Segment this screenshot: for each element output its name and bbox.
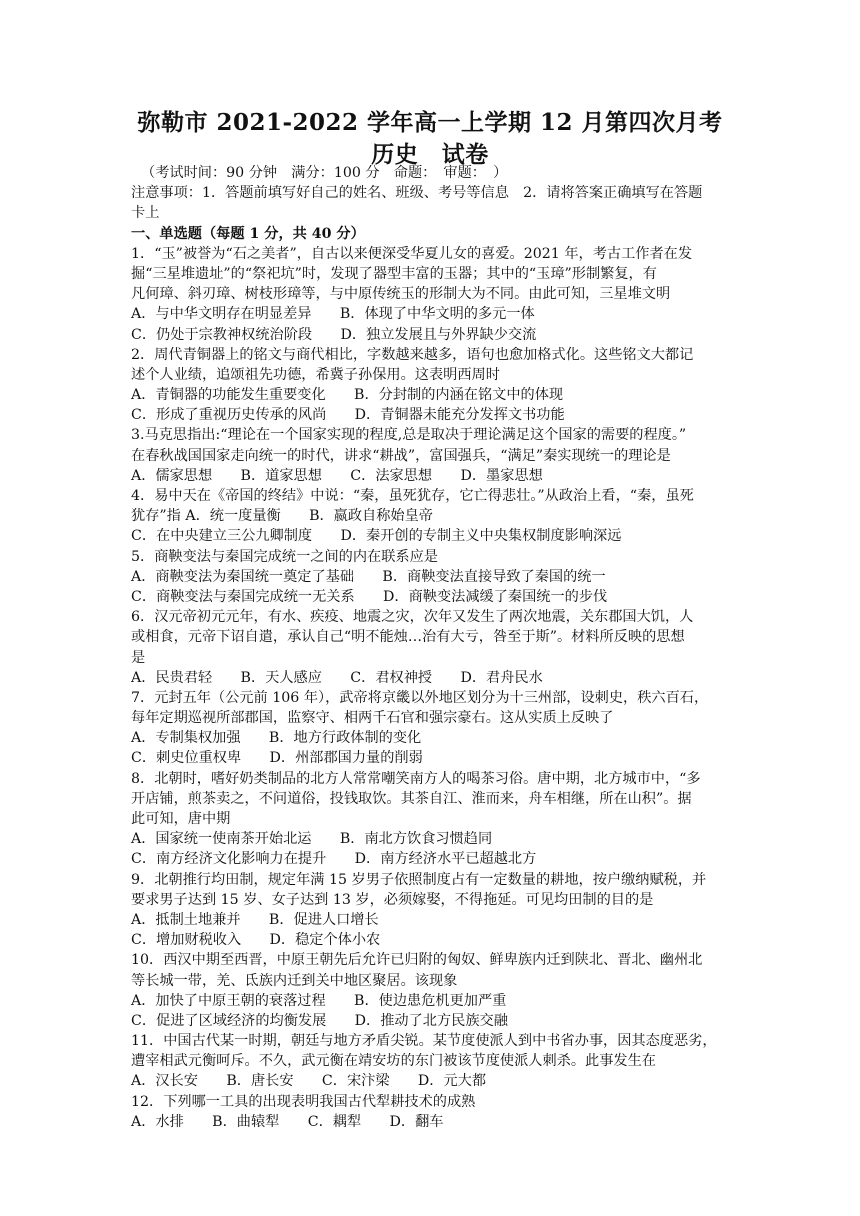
question-line: 11．中国古代某一时期，朝廷与地方矛盾尖锐。某节度使派人到中书省办事，因其态度恶劣，	[131, 1033, 717, 1050]
question-line: A．儒家思想 B．道家思想 C．法家思想 D．墨家思想	[131, 467, 543, 484]
question-line: C．仍处于宗教神权统治阶段 D．独立发展且与外界缺少交流	[131, 326, 537, 343]
question-line: 在春秋战国国家走向统一的时代，讲求“耕战”，富国强兵，“满足”秦实现统一的理论是	[131, 447, 671, 464]
exam-title: 弥勒市 2021-2022 学年高一上学期 12 月第四次月考	[137, 109, 723, 136]
question-line: 6．汉元帝初元元年，有水、疾疫、地震之灾，次年又发生了两次地震，关东郡国大饥，人	[131, 609, 694, 626]
question-line: 掘“三星堆遗址”的“祭祀坑”时，发现了器型丰富的玉器；其中的“玉璋”形制繁复，有	[131, 265, 657, 282]
exam-info: （考试时间：90 分钟 满分：100 分 命题： 审题： ）	[141, 165, 508, 181]
question-line: 1．“玉”被誉为“石之美者”，自古以来便深受华夏儿女的喜爱。2021 年，考古工作者在发	[131, 245, 693, 262]
question-line: 等长城一带，羌、氐族内迁到关中地区聚居。该现象	[131, 972, 458, 989]
question-line: 此可知，唐中期	[131, 811, 231, 827]
question-line: 遭宰相武元衡呵斥。不久，武元衡在靖安坊的东门被该节度使派人刺杀。此事发生在	[131, 1053, 656, 1070]
question-line: 9．北朝推行均田制，规定年满 15 岁男子依照制度占有一定数量的耕地，按户缴纳赋税，并	[131, 871, 707, 888]
question-line: A．专制集权加强 B．地方行政体制的变化	[131, 730, 422, 747]
question-line: 要求男子达到 15 岁、女子达到 13 岁，必须嫁娶，不得拖延。可见均田制的目的是	[131, 891, 654, 908]
question-line: 4．易中天在《帝国的终结》中说：“秦，虽死犹存，它亡得悲壮。”从政治上看，“秦，虽死	[131, 488, 694, 504]
question-line: A．与中华文明存在明显差异 B．体现了中华文明的多元一体	[131, 306, 535, 323]
question-line: A．国家统一使南茶开始北运 B．南北方饮食习惯趋同	[131, 831, 493, 848]
question-line: 3.马克思指出:“理论在一个国家实现的程度,总是取决于理论满足这个国家的需要的程度。”	[131, 427, 687, 444]
question-line: C．增加财税收入 D．稳定个体小农	[131, 932, 381, 949]
question-line: C．促进了区域经济的均衡发展 D．推动了北方民族交融	[131, 1012, 508, 1029]
section-heading: 一、单选题（每题 1 分，共 40 分）	[131, 225, 365, 242]
question-line: A．抵制土地兼并 B．促进人口增长	[131, 911, 379, 928]
question-line: A．商鞅变法为秦国统一奠定了基础 B．商鞅变法直接导致了秦国的统一	[131, 568, 606, 585]
question-line: A．汉长安 B．唐长安 C．宋汴梁 D．元大都	[131, 1073, 487, 1090]
question-line: A．民贵君轻 B．天人感应 C．君权神授 D．君舟民水	[131, 669, 543, 686]
question-line: A．水排 B．曲辕犁 C．耦犁 D．翻车	[131, 1113, 444, 1130]
question-line: 述个人业绩，追颂祖先功德，希冀子孙保用。这表明西周时	[131, 366, 500, 383]
question-line: C．南方经济文化影响力在提升 D．南方经济水平已超越北方	[131, 851, 537, 868]
question-line: 8．北朝时，嗜好奶类制品的北方人常常嘲笑南方人的喝茶习俗。唐中期，北方城市中，“多	[131, 770, 701, 787]
question-line: 或相食，元帝下诏自遣，承认自己“明不能烛…治有大亏，咎至于斯”。材料所反映的思想	[131, 629, 685, 646]
exam-subtitle: 历史 试卷	[371, 141, 489, 168]
question-line: C．刺史位重权卑 D．州部郡国力量的削弱	[131, 750, 423, 767]
question-line: 12．下列哪一工具的出现表明我国古代犁耕技术的成熟	[131, 1093, 476, 1110]
question-line: C．形成了重视历史传承的风尚 D．青铜器未能充分发挥文书功能	[131, 407, 565, 424]
notice-line: 注意事项：1．答题前填写好自己的姓名、班级、考号等信息 2．请将答案正确填写在答题	[131, 185, 703, 202]
question-line: 凡何璋、斜刃璋、树枝形璋等，与中原传统玉的形制大为不同。由此可知，三星堆文明	[131, 286, 671, 303]
question-line: A．加快了中原王朝的衰落过程 B．使边患危机更加严重	[131, 992, 507, 1009]
question-line: 10．西汉中期至西晋，中原王朝先后允许已归附的匈奴、鲜卑族内迁到陕北、晋北、幽州北	[131, 952, 703, 969]
question-line: 犹存”指 A．统一度量衡 B．嬴政自称始皇帝	[131, 508, 433, 525]
question-line: C．商鞅变法与秦国完成统一无关系 D．商鞅变法减缓了秦国统一的步伐	[131, 588, 608, 605]
notice-line: 卡上	[131, 205, 160, 222]
question-line: A．青铜器的功能发生重要变化 B．分封制的内涵在铭文中的体现	[131, 387, 564, 404]
question-line: 7．元封五年（公元前 106 年），武帝将京畿以外地区划分为十三州部，设刺史，秩六百石，	[131, 689, 709, 706]
question-line: 2．周代青铜器上的铭文与商代相比，字数越来越多，语句也愈加格式化。这些铭文大都记	[131, 346, 694, 363]
question-line: 每年定期巡视所部郡国，监察守、相两千石官和强宗豪右。这从实质上反映了	[131, 710, 614, 727]
question-line: 是	[131, 649, 146, 666]
question-list	[131, 244, 731, 1132]
question-line: 5．商鞅变法与秦国完成统一之间的内在联系应是	[131, 548, 438, 565]
exam-body	[131, 163, 731, 1132]
question-line: 开店铺，煎茶卖之，不问道俗，投钱取饮。其茶自江、淮而来，舟车相继，所在山积”。据	[131, 790, 692, 807]
question-line: C．在中央建立三公九卿制度 D．秦开创的专制主义中央集权制度影响深远	[131, 528, 622, 545]
